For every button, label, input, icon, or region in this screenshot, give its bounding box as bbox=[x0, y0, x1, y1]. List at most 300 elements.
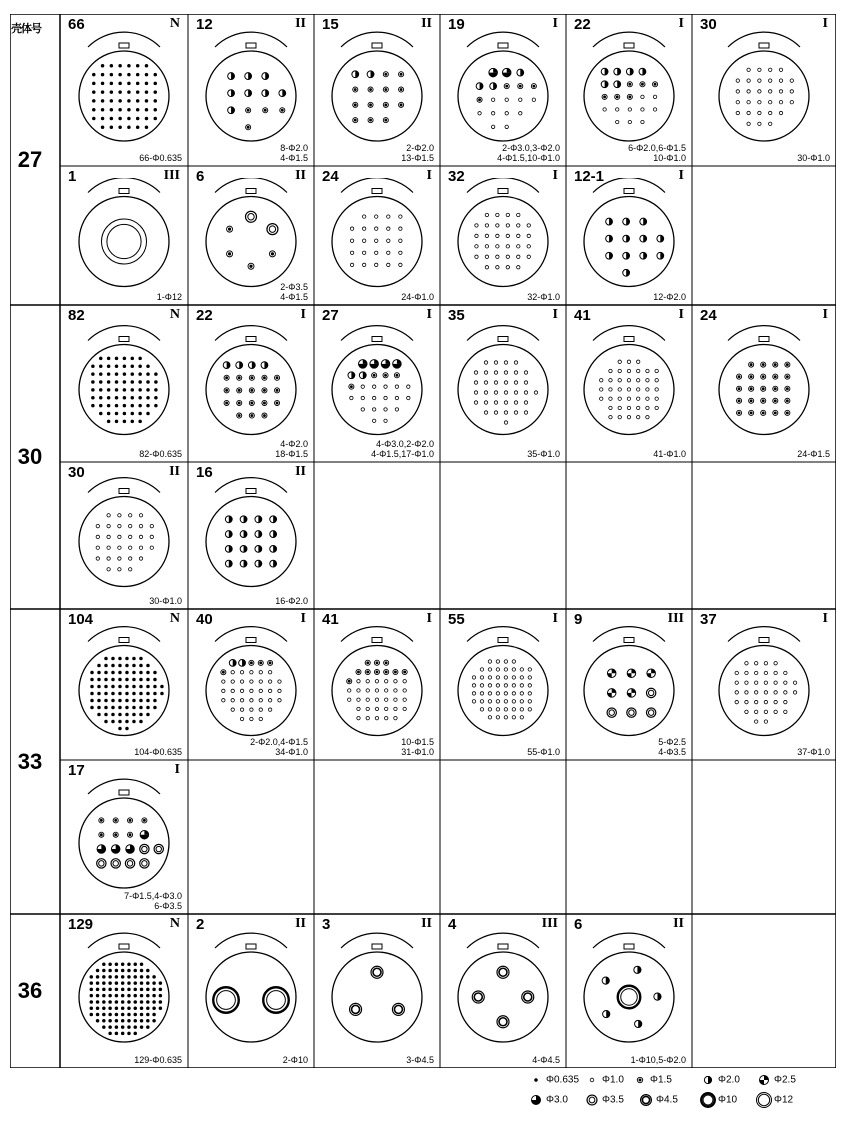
pin-10-icon bbox=[399, 251, 402, 254]
pin-20-icon bbox=[240, 560, 247, 567]
pin-0635-icon bbox=[107, 412, 110, 415]
pin-15-icon bbox=[249, 375, 254, 380]
pin-10-icon bbox=[636, 369, 639, 372]
pin-0635-icon bbox=[121, 1026, 124, 1029]
pin-10-icon bbox=[107, 514, 110, 517]
pin-10-icon bbox=[616, 120, 619, 123]
pin-10-icon bbox=[128, 546, 131, 549]
pin-10-icon bbox=[357, 680, 360, 683]
pin-0635-icon bbox=[154, 685, 157, 688]
pin-10-icon bbox=[774, 662, 777, 665]
pin-10-icon bbox=[472, 692, 475, 695]
pin-0635-icon bbox=[115, 1007, 118, 1010]
pin-10-icon bbox=[403, 689, 406, 692]
pin-0635-icon bbox=[102, 1001, 105, 1004]
pin-0635-icon bbox=[145, 100, 148, 103]
pin-10-icon bbox=[504, 708, 507, 711]
pin-0635-icon bbox=[159, 982, 162, 985]
pin-20-icon bbox=[262, 73, 269, 80]
pin-15-icon bbox=[113, 818, 118, 823]
contact-spec: 24-Φ1.5 bbox=[797, 449, 830, 459]
pin-35-icon bbox=[267, 224, 278, 235]
pin-10-icon bbox=[231, 699, 234, 702]
pin-10-icon bbox=[150, 524, 153, 527]
pin-0635-icon bbox=[145, 108, 148, 111]
pin-0635-icon bbox=[109, 1001, 112, 1004]
contact-count: 4 bbox=[448, 916, 457, 933]
pin-15-icon bbox=[263, 108, 268, 113]
legend-label: Φ3.0 bbox=[546, 1094, 568, 1106]
pin-10-icon bbox=[520, 684, 523, 687]
connector-cell bbox=[188, 462, 314, 609]
pin-0635-icon bbox=[154, 108, 157, 111]
pin-15-icon bbox=[224, 375, 229, 380]
pin-10-icon bbox=[350, 396, 353, 399]
pin-10-icon bbox=[96, 524, 99, 527]
pin-0635-icon bbox=[90, 982, 93, 985]
contact-count: 27 bbox=[322, 307, 339, 324]
pin-10-icon bbox=[528, 708, 531, 711]
pin-25-icon bbox=[756, 1072, 772, 1088]
pin-10-icon bbox=[375, 698, 378, 701]
pin-15-icon bbox=[275, 388, 280, 393]
pin-15-icon bbox=[365, 669, 370, 674]
pin-10-icon bbox=[764, 700, 767, 703]
pin-0635-icon bbox=[105, 678, 108, 681]
legend-label: Φ1.5 bbox=[650, 1074, 672, 1086]
pin-0635-icon bbox=[128, 73, 131, 76]
pin-10-icon bbox=[485, 224, 488, 227]
pin-0635-icon bbox=[145, 82, 148, 85]
pin-10-icon bbox=[494, 371, 497, 374]
pin-0635-icon bbox=[140, 988, 143, 991]
pin-15-icon bbox=[785, 362, 790, 367]
pin-10-icon bbox=[496, 213, 499, 216]
pin-10-icon bbox=[616, 108, 619, 111]
pin-0635-icon bbox=[112, 692, 115, 695]
pin-0635-icon bbox=[134, 994, 137, 997]
connector-face-diagram bbox=[314, 621, 440, 748]
pin-0635-icon bbox=[128, 969, 131, 972]
pin-10-icon bbox=[736, 90, 739, 93]
pin-10-icon bbox=[517, 224, 520, 227]
pin-0635-icon bbox=[102, 988, 105, 991]
pin-15-icon bbox=[368, 118, 373, 123]
shell-size-36: 36 bbox=[17, 978, 43, 1003]
pin-10-icon bbox=[628, 108, 631, 111]
pin-10-icon bbox=[485, 266, 488, 269]
pin-0635-icon bbox=[115, 969, 118, 972]
pin-0635-icon bbox=[161, 685, 164, 688]
pin-0635-icon bbox=[107, 373, 110, 376]
pin-10-icon bbox=[504, 700, 507, 703]
pin-0635-icon bbox=[119, 82, 122, 85]
pin-10-icon bbox=[745, 700, 748, 703]
pin-0635-icon bbox=[153, 994, 156, 997]
pin-10-icon bbox=[480, 676, 483, 679]
insert-class: I bbox=[552, 168, 558, 183]
pin-30-icon bbox=[370, 360, 379, 369]
pin-10-icon bbox=[504, 371, 507, 374]
pin-10-icon bbox=[532, 98, 535, 101]
pin-0635-icon bbox=[140, 713, 143, 716]
pin-20-icon bbox=[240, 531, 247, 538]
contact-spec: 37-Φ1.0 bbox=[797, 747, 830, 757]
pin-10-icon bbox=[222, 699, 225, 702]
pin-0635-icon bbox=[121, 1013, 124, 1016]
pin-0635-icon bbox=[154, 117, 157, 120]
pin-0635-icon bbox=[115, 994, 118, 997]
pin-10-icon bbox=[745, 710, 748, 713]
pin-0635-icon bbox=[128, 117, 131, 120]
connector-cell bbox=[188, 166, 314, 305]
pin-10-icon bbox=[618, 406, 621, 409]
pin-10-icon bbox=[655, 379, 658, 382]
pin-15-icon bbox=[262, 400, 267, 405]
pin-10-icon bbox=[472, 684, 475, 687]
pin-10-icon bbox=[793, 681, 796, 684]
pin-30-icon bbox=[489, 68, 498, 77]
pin-10-icon bbox=[361, 408, 364, 411]
pin-0635-icon bbox=[119, 108, 122, 111]
pin-0635-icon bbox=[133, 664, 136, 667]
contact-spec: 1-Φ12 bbox=[156, 292, 182, 302]
connector-cell bbox=[188, 609, 314, 760]
legend-item bbox=[638, 1092, 678, 1108]
pin-10-icon bbox=[504, 421, 507, 424]
pin-15-icon bbox=[785, 386, 790, 391]
pin-0635-icon bbox=[102, 969, 105, 972]
pin-10-icon bbox=[480, 692, 483, 695]
pin-0635-icon bbox=[153, 1013, 156, 1016]
pin-10-icon bbox=[524, 371, 527, 374]
insert-class: N bbox=[169, 307, 180, 322]
pin-0635-icon bbox=[155, 389, 158, 392]
pin-10-icon bbox=[128, 514, 131, 517]
pin-0635-icon bbox=[134, 963, 137, 966]
insert-class: I bbox=[822, 307, 828, 322]
pin-0635-icon bbox=[136, 126, 139, 129]
pin-10-icon bbox=[403, 707, 406, 710]
contact-count: 129 bbox=[68, 916, 94, 933]
pin-10-icon bbox=[387, 263, 390, 266]
pin-10-icon bbox=[488, 692, 491, 695]
pin-10-icon bbox=[735, 681, 738, 684]
pin-0635-icon bbox=[128, 64, 131, 67]
connector-face-diagram bbox=[692, 621, 836, 748]
pin-0635-icon bbox=[119, 678, 122, 681]
pin-45-icon bbox=[522, 991, 534, 1003]
pin-0635-icon bbox=[109, 975, 112, 978]
pin-0635-icon bbox=[126, 657, 129, 660]
insert-class: I bbox=[174, 762, 180, 777]
pin-15-icon bbox=[531, 84, 536, 89]
contact-spec: 2-Φ3.0,3-Φ2.0 4-Φ1.5,10-Φ1.0 bbox=[497, 143, 560, 163]
pin-0635-icon bbox=[155, 404, 158, 407]
pin-0635-icon bbox=[131, 404, 134, 407]
pin-10-icon bbox=[384, 689, 387, 692]
pin-20-icon bbox=[704, 1076, 711, 1083]
pin-30-icon bbox=[140, 830, 149, 839]
pin-35-icon bbox=[97, 859, 106, 868]
pin-10-icon bbox=[480, 668, 483, 671]
pin-10-icon bbox=[357, 689, 360, 692]
pin-0635-icon bbox=[112, 713, 115, 716]
pin-15-icon bbox=[384, 669, 389, 674]
pin-30-icon bbox=[126, 845, 135, 854]
pin-45-icon bbox=[392, 1003, 404, 1015]
pin-15-icon bbox=[749, 410, 754, 415]
contact-spec: 24-Φ1.0 bbox=[401, 292, 434, 302]
pin-20-icon bbox=[229, 659, 236, 666]
pin-20-icon bbox=[623, 252, 630, 259]
insert-class: I bbox=[300, 611, 306, 626]
pin-20-icon bbox=[240, 516, 247, 523]
pin-0635-icon bbox=[119, 73, 122, 76]
insert-class: I bbox=[552, 307, 558, 322]
pin-10-icon bbox=[357, 698, 360, 701]
pin-10-icon bbox=[758, 90, 761, 93]
legend-item bbox=[528, 1092, 568, 1108]
pin-0635-icon bbox=[115, 963, 118, 966]
pin-0635-icon bbox=[91, 685, 94, 688]
pin-10-icon bbox=[384, 680, 387, 683]
pin-10-icon bbox=[478, 112, 481, 115]
pin-0635-icon bbox=[134, 975, 137, 978]
pin-0635-icon bbox=[115, 373, 118, 376]
pin-20-icon bbox=[626, 68, 633, 75]
pin-0635-icon bbox=[145, 126, 148, 129]
pin-10-icon bbox=[387, 251, 390, 254]
pin-15-icon bbox=[402, 669, 407, 674]
pin-0635-icon bbox=[112, 706, 115, 709]
pin-10-icon bbox=[384, 698, 387, 701]
pin-15-icon bbox=[383, 118, 388, 123]
pin-0635-icon bbox=[90, 1001, 93, 1004]
pin-25-icon bbox=[760, 1076, 769, 1085]
pin-0635-icon bbox=[159, 988, 162, 991]
pin-0635-icon bbox=[98, 706, 101, 709]
pin-20-icon bbox=[225, 531, 232, 538]
pin-15-icon bbox=[749, 362, 754, 367]
pin-0635-icon bbox=[123, 396, 126, 399]
legend-label: Φ1.0 bbox=[602, 1074, 624, 1086]
insert-class: I bbox=[552, 611, 558, 626]
pin-20-icon bbox=[352, 71, 359, 78]
pin-0635-icon bbox=[155, 381, 158, 384]
pin-10-icon bbox=[754, 681, 757, 684]
pin-0635-icon bbox=[140, 678, 143, 681]
pin-10-icon bbox=[488, 684, 491, 687]
pin-10-icon bbox=[504, 684, 507, 687]
pin-35-icon bbox=[140, 859, 149, 868]
contact-spec: 4-Φ4.5 bbox=[532, 1055, 560, 1065]
pin-0635-icon bbox=[91, 699, 94, 702]
pin-0635-icon bbox=[99, 365, 102, 368]
contact-count: 30 bbox=[68, 464, 85, 481]
pin-0635-icon bbox=[136, 117, 139, 120]
pin-15-icon bbox=[353, 102, 358, 107]
pin-0635-icon bbox=[128, 108, 131, 111]
pin-0635-icon bbox=[115, 1019, 118, 1022]
pin-10-icon bbox=[747, 100, 750, 103]
pin-0635-icon bbox=[105, 720, 108, 723]
pin-10-icon bbox=[375, 716, 378, 719]
pin-10-icon bbox=[128, 568, 131, 571]
pin-15-icon bbox=[773, 362, 778, 367]
pin-10-icon bbox=[362, 227, 365, 230]
pin-10-icon bbox=[779, 68, 782, 71]
pin-0635-icon bbox=[146, 1013, 149, 1016]
connector-cell bbox=[60, 609, 188, 760]
pin-10-icon bbox=[646, 388, 649, 391]
pin-20-icon bbox=[657, 252, 664, 259]
pin-25-icon bbox=[627, 689, 636, 698]
pin-0635-icon bbox=[145, 64, 148, 67]
pin-0635-icon bbox=[110, 64, 113, 67]
pin-10-icon bbox=[736, 100, 739, 103]
pin-0635-icon bbox=[126, 727, 129, 730]
pin-10-icon bbox=[259, 717, 262, 720]
pin-10-icon bbox=[494, 391, 497, 394]
pin-10-icon bbox=[653, 95, 656, 98]
connector-cell bbox=[440, 166, 566, 305]
pin-0635-icon bbox=[133, 692, 136, 695]
contact-spec: 55-Φ1.0 bbox=[527, 747, 560, 757]
pin-0635-icon bbox=[121, 988, 124, 991]
pin-15-icon bbox=[249, 413, 254, 418]
pin-35-icon bbox=[627, 708, 636, 717]
pin-0635-icon bbox=[140, 664, 143, 667]
pin-10-icon bbox=[655, 388, 658, 391]
pin-0635-icon bbox=[131, 412, 134, 415]
pin-0635-icon bbox=[119, 727, 122, 730]
legend-item bbox=[632, 1072, 672, 1088]
pin-0635-icon bbox=[126, 664, 129, 667]
pin-25-icon bbox=[607, 689, 616, 698]
pin-0635-icon bbox=[109, 988, 112, 991]
pin-10-icon bbox=[528, 692, 531, 695]
pin-15-icon bbox=[749, 386, 754, 391]
pin-0635-icon bbox=[115, 1032, 118, 1035]
pin-15-icon bbox=[632, 1072, 648, 1088]
pin-0635-icon bbox=[102, 1013, 105, 1016]
pin-10-icon bbox=[139, 557, 142, 560]
pin-10-icon bbox=[128, 535, 131, 538]
pin-0635-icon bbox=[107, 404, 110, 407]
insert-class: N bbox=[169, 611, 180, 626]
pin-0635-icon bbox=[119, 664, 122, 667]
pin-15-icon bbox=[246, 108, 251, 113]
pin-0635-icon bbox=[98, 671, 101, 674]
pin-10-icon bbox=[768, 111, 771, 114]
connector-cell bbox=[566, 609, 692, 760]
pin-10-icon bbox=[584, 1072, 600, 1088]
pin-0635-icon bbox=[154, 706, 157, 709]
pin-10-icon bbox=[528, 684, 531, 687]
contact-spec: 4-Φ3.0,2-Φ2.0 4-Φ1.5,17-Φ1.0 bbox=[371, 439, 434, 459]
pin-15-icon bbox=[749, 374, 754, 379]
pin-10-icon bbox=[278, 699, 281, 702]
pin-0635-icon bbox=[92, 396, 95, 399]
pin-15-icon bbox=[399, 102, 404, 107]
pin-0635-icon bbox=[126, 692, 129, 695]
contact-spec: 30-Φ1.0 bbox=[149, 596, 182, 606]
pin-0635-icon bbox=[119, 117, 122, 120]
pin-0635-icon bbox=[154, 678, 157, 681]
pin-0635-icon bbox=[112, 657, 115, 660]
pin-10-icon bbox=[747, 111, 750, 114]
pin-0635-icon bbox=[133, 671, 136, 674]
pin-10-icon bbox=[512, 692, 515, 695]
pin-10-icon bbox=[524, 391, 527, 394]
pin-10-icon bbox=[768, 68, 771, 71]
pin-10-icon bbox=[96, 546, 99, 549]
pin-0635-icon bbox=[126, 706, 129, 709]
contact-spec: 2-Φ2.0,4-Φ1.5 34-Φ1.0 bbox=[250, 737, 308, 757]
pin-0635-icon bbox=[92, 82, 95, 85]
pin-10-icon bbox=[512, 708, 515, 711]
pin-15-icon bbox=[761, 398, 766, 403]
legend-label: Φ2.5 bbox=[774, 1074, 796, 1086]
pin-100-icon bbox=[618, 986, 641, 1009]
pin-20-icon bbox=[262, 90, 269, 97]
pin-0635-icon bbox=[123, 357, 126, 360]
pin-10-icon bbox=[362, 251, 365, 254]
pin-0635-icon bbox=[101, 91, 104, 94]
pin-0635-icon bbox=[101, 73, 104, 76]
pin-0635-icon bbox=[91, 692, 94, 695]
pin-10-icon bbox=[512, 700, 515, 703]
pin-0635-icon bbox=[96, 1007, 99, 1010]
pin-0635-icon bbox=[153, 1007, 156, 1010]
pin-0635-icon bbox=[107, 357, 110, 360]
pin-10-icon bbox=[250, 699, 253, 702]
pin-35-icon bbox=[140, 844, 149, 853]
contact-spec: 2-Φ2.0 13-Φ1.5 bbox=[401, 143, 434, 163]
pin-0635-icon bbox=[115, 1001, 118, 1004]
pin-10-icon bbox=[259, 671, 262, 674]
pin-15-icon bbox=[246, 125, 251, 130]
pin-0635-icon bbox=[121, 1007, 124, 1010]
pin-10-icon bbox=[496, 245, 499, 248]
pin-0635-icon bbox=[133, 720, 136, 723]
pin-10-icon bbox=[475, 245, 478, 248]
pin-10-icon bbox=[790, 100, 793, 103]
pin-10-icon bbox=[768, 79, 771, 82]
pin-10-icon bbox=[514, 361, 517, 364]
pin-20-icon bbox=[239, 659, 246, 666]
pin-0635-icon bbox=[140, 685, 143, 688]
pin-0635-icon bbox=[131, 381, 134, 384]
pin-10-icon bbox=[485, 213, 488, 216]
pin-0635-icon bbox=[126, 713, 129, 716]
pin-10-icon bbox=[472, 700, 475, 703]
pin-10-icon bbox=[268, 680, 271, 683]
connector-cell bbox=[566, 166, 692, 305]
pin-10-icon bbox=[240, 699, 243, 702]
pin-10-icon bbox=[496, 660, 499, 663]
pin-0635-icon bbox=[147, 389, 150, 392]
pin-15-icon bbox=[237, 388, 242, 393]
pin-0635-icon bbox=[154, 100, 157, 103]
pin-20-icon bbox=[225, 560, 232, 567]
pin-0635-icon bbox=[140, 671, 143, 674]
pin-15-icon bbox=[127, 818, 132, 823]
pin-0635-icon bbox=[115, 357, 118, 360]
pin-0635-icon bbox=[134, 969, 137, 972]
pin-10-icon bbox=[231, 689, 234, 692]
